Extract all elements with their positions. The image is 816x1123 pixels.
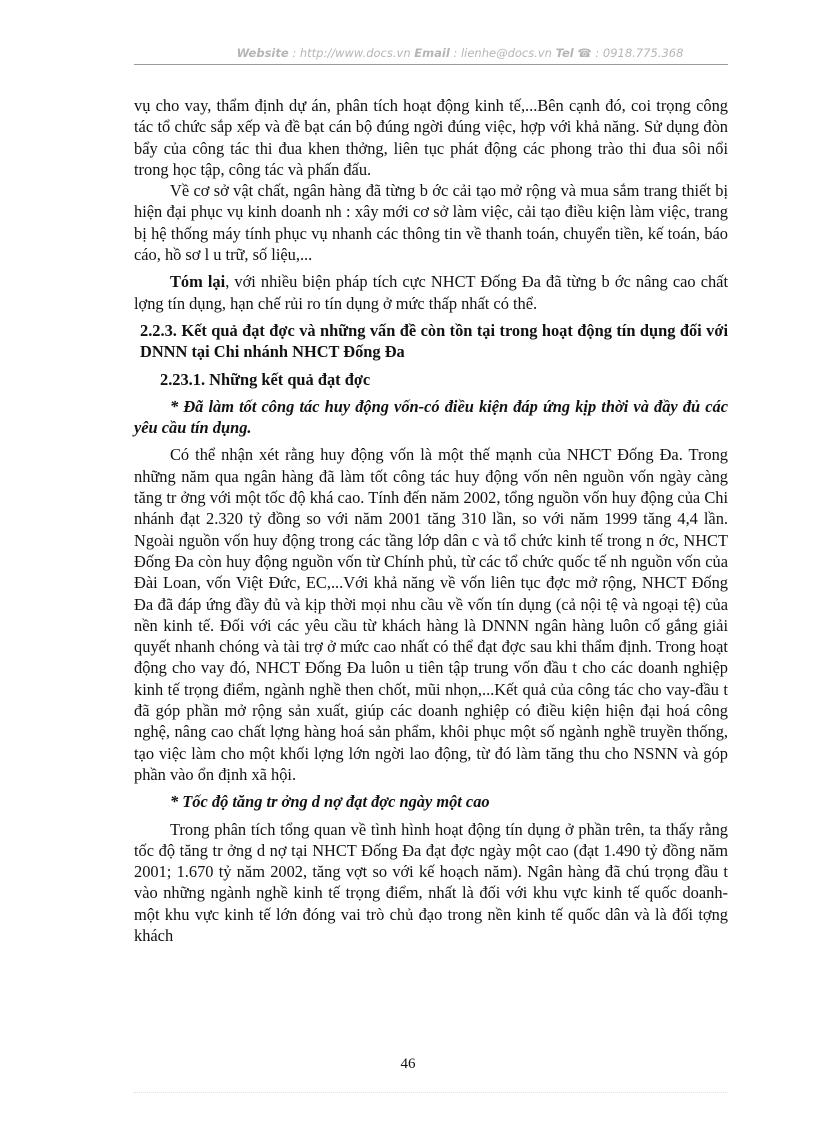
website-label: Website xyxy=(236,46,289,60)
tel-label: Tel xyxy=(555,46,574,60)
point-capital-mobilization: * Đã làm tốt công tác huy động vốn-có điều kiện đáp ứng kịp thời và đầy đủ các yêu cầu tín dụng. xyxy=(134,396,728,438)
website-value: : http://www.docs.vn xyxy=(292,46,411,60)
summary-lead: Tóm lại xyxy=(170,272,226,292)
paragraph-outstanding-loans: Trong phân tích tổng quan về tình hình hoạt động tín dụng ở phần trên, ta thấy rằng tốc độ tăng tr ởng d nợ tại NHCT Đống Đa đạt đợc ngày một cao (đạt 1.490 tỷ đồng năm 2001; 1.670 tỷ năm 2002, tăng vợt so với kế hoạch năm). Ngân hàng đã chú trọng đầu t vào những ngành nghề kinh tế trọng điểm, nhất là đối với khu vực kinh tế quốc doanh-một khu vực kinh tế lớn đóng vai trò chủ đạo trong nền kinh tế quốc dân và là đối tợng khách xyxy=(134,819,728,945)
email-label: Email xyxy=(414,46,450,60)
paragraph-summary xyxy=(134,271,728,314)
paragraph-staff: vụ cho vay, thẩm định dự án, phân tích hoạt động kinh tế,...Bên cạnh đó, coi trọng công tác tổ chức sắp xếp và đề bạt cán bộ đúng ngời đúng việc, hợp với khả năng. Sử dụng đòn bẩy của công tác thi đua khen thởng, liên tục phát động các phong trào thi đua sôi nổi trong học tập, công tác và phấn đấu. xyxy=(134,96,728,179)
subsection-heading-2-2-3-1: 2.23.1. Những kết quả đạt đợc xyxy=(160,369,371,389)
page-number: 46 xyxy=(400,1056,416,1072)
summary-text: , với nhiều biện pháp tích cực NHCT Đống Đa đã từng b ớc nâng cao chất lợng tín dụng, hạn chế rủi ro tín dụng ở mức thấp nhất có thể. xyxy=(134,272,728,313)
paragraph-capital-mobilization: Có thể nhận xét rằng huy động vốn là một thế mạnh của NHCT Đống Đa. Trong những năm qua ngân hàng đã làm tốt công tác huy động vốn nên nguồn vốn ngày càng tăng tr ởng với một tốc độ khá cao. Tính đến năm 2002, tổng nguồn vốn huy động của Chi nhánh đạt 2.320 tỷ đồng so với năm 2001 tăng 310 lần, so với năm 1999 tăng 4,4 lần. Ngoài nguồn vốn huy động trong các tầng lớp dân c và tổ chức kinh tế trong n ớc, NHCT Đống Đa còn huy động nguồn vốn từ Chính phủ, từ các tổ chức quốc tế nh nguồn vốn của Đài Loan, vốn Việt Đức, EC,...Với khả năng về vốn liên tục đợc mở rộng, NHCT Đống Đa đã đáp ứng đầy đủ và kịp thời mọi nhu cầu về vốn tín dụng (cả nội tệ và ngoại tệ) của nền kinh tế. Đối với các yêu cầu từ khách hàng là DNNN ngân hàng luôn cố gắng giải quyết nhanh chóng và tài trợ ở mức cao nhất có thể đạt đợc sau khi thẩm định. Trong hoạt động cho vay đó, NHCT Đống Đa luôn u tiên tập trung vốn đầu t cho các doanh nghiệp kinh tế trọng điểm, ngành nghề then chốt, mũi nhọn,...Kết quả của công tác cho vay-đầu t đã góp phần mở rộng sản xuất, giúp các doanh nghiệp có điều kiện hiện đại hoá công nghệ, nâng cao chất lợng hàng hoá sản phẩm, khôi phục một số ngành nghề truyền thống, tạo việc làm cho một khối lợng lớn ngời lao động, từ đó làm tăng thu cho NSNN và góp phần vào ổn định xã hội. xyxy=(134,445,728,784)
paragraph-facilities: Về cơ sở vật chất, ngân hàng đã từng b ớc cải tạo mở rộng và mua sắm trang thiết bị hiện đại phục vụ kinh doanh nh : xây mới cơ sở làm việc, cải tạo điều kiện làm việc, trang bị hệ thống máy tính phục vụ nhanh các thông tin về thanh toán, chuyển tiền, kế toán, báo cáo, hồ sơ l u trữ, số liệu,... xyxy=(134,181,728,265)
page-header xyxy=(192,46,728,60)
section-heading-2-2-3: 2.2.3. Kết quả đạt đợc và những vấn đề còn tồn tại trong hoạt động tín dụng đối với DNNN tại Chi nhánh NHCT Đống Đa xyxy=(140,320,728,362)
header-divider xyxy=(134,64,728,65)
footer-divider xyxy=(134,1092,728,1093)
tel-value: ☎ : 0918.775.368 xyxy=(577,46,684,60)
email-value: : lienhe@docs.vn xyxy=(453,46,552,60)
point-outstanding-loans: * Tốc độ tăng tr ởng d nợ đạt đợc ngày một cao xyxy=(170,792,490,812)
page-body xyxy=(134,95,728,946)
